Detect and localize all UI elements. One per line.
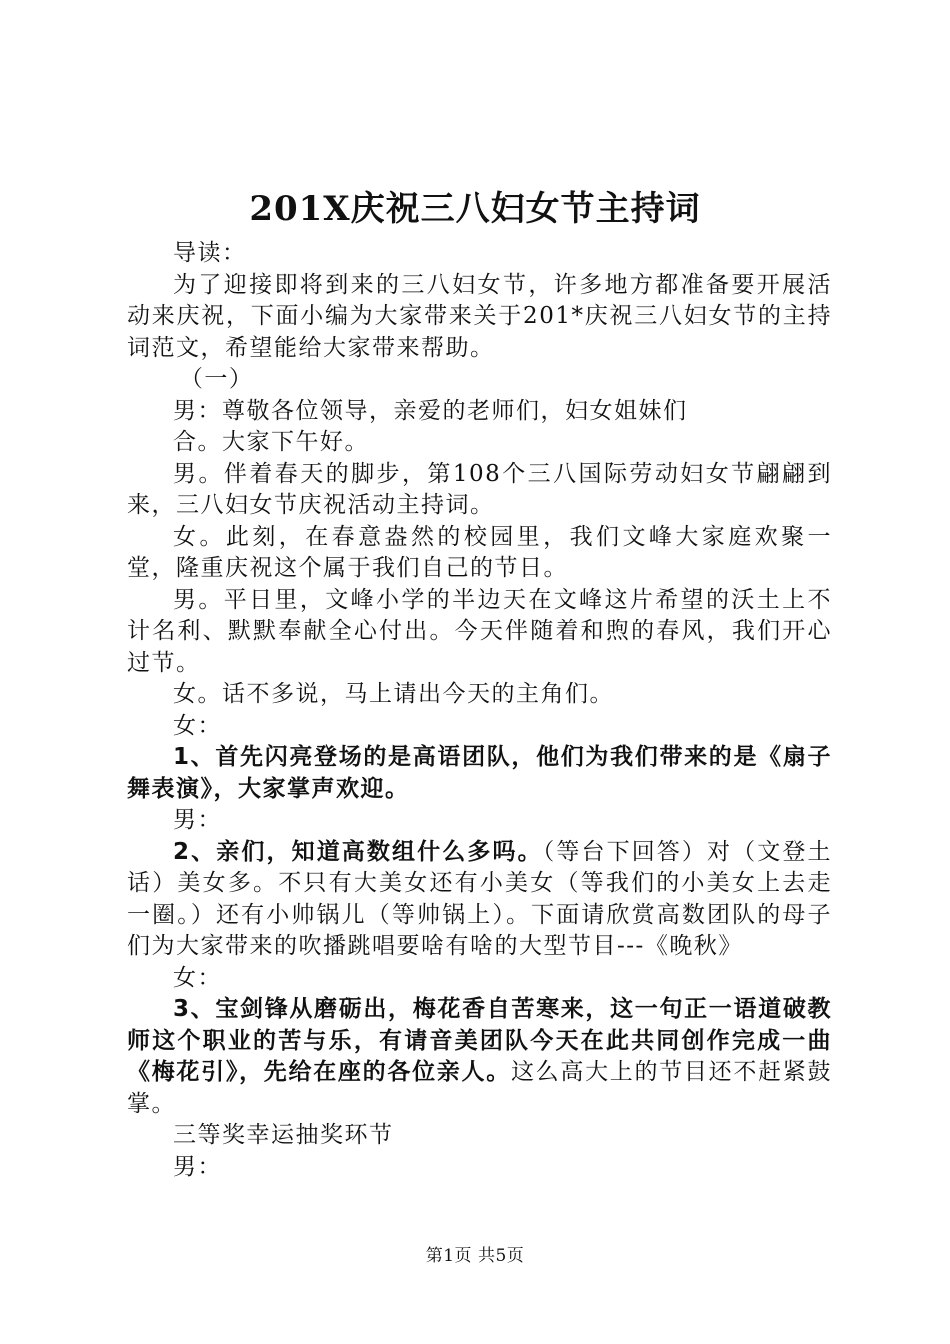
program-item-3-rest: 这么高大上的节目还不赶紧鼓掌。 <box>127 1059 833 1117</box>
paragraph-intro: 为了迎接即将到来的三八妇女节，许多地方都准备要开展活动来庆祝，下面小编为大家带来关于201*庆祝三八妇女节的主持词范文，希望能给大家带来帮助。 <box>127 271 832 361</box>
speaker-label: 女： <box>173 964 222 991</box>
speaker-label: 男： <box>173 1153 222 1180</box>
program-item-3 <box>127 994 832 1120</box>
paragraph-line: 男。平日里，文峰小学的半边天在文峰这片希望的沃土上不计名利、默默奉献全心付出。今天伴随着和煦的春风，我们开心过节。 <box>127 586 832 676</box>
program-item-2-rest: （等台下回答）对（文登土话）美女多。不只有大美女还有小美女（等我们的小美女上去走一圈。）还有小帅锅儿（等帅锅上）。下面请欣赏高数团队的母子们为大家带来的吹播跳唱要啥有啥的大型节目---《晚秋》 <box>127 838 832 959</box>
paragraph-intro-label: 导读： <box>173 240 247 266</box>
paragraph-line: 三等奖幸运抽奖环节 <box>173 1122 394 1148</box>
paragraph-line: 女。此刻，在春意盎然的校园里，我们文峰大家庭欢聚一堂，隆重庆祝这个属于我们自己的节日。 <box>127 523 832 581</box>
paragraph-line: 合。大家下午好。 <box>173 429 369 455</box>
document-body <box>127 238 832 1183</box>
speaker-label: 男： <box>173 807 222 833</box>
program-item-1: 1、首先闪亮登场的是高语团队，他们为我们带来的是《扇子舞表演》，大家掌声欢迎。 <box>127 744 832 802</box>
paragraph-line: 男：尊敬各位领导，亲爱的老师们，妇女姐妹们 <box>173 397 688 424</box>
paragraph-line: 男。伴着春天的脚步，第108个三八国际劳动妇女节翩翩到来，三八妇女节庆祝活动主持词。 <box>127 460 832 518</box>
paragraph-line: 女。话不多说，马上请出今天的主角们。 <box>173 681 614 707</box>
page-footer: 第1页 共5页 <box>425 1246 525 1266</box>
program-item-2 <box>127 837 832 963</box>
speaker-label: 女： <box>173 712 222 739</box>
program-item-2-bold: 2、亲们，知道高数组什么多吗。 <box>173 838 543 865</box>
program-item-3-bold: 3、宝剑锋从磨砺出，梅花香自苦寒来，这一句正一语道破教师这个职业的苦与乐，有请音美团队今天在此共同创作完成一曲《梅花引》，先给在座的各位亲人。 <box>127 996 832 1085</box>
document-title: 201X庆祝三八妇女节主持词 <box>249 189 701 229</box>
section-heading: （一） <box>179 366 254 392</box>
